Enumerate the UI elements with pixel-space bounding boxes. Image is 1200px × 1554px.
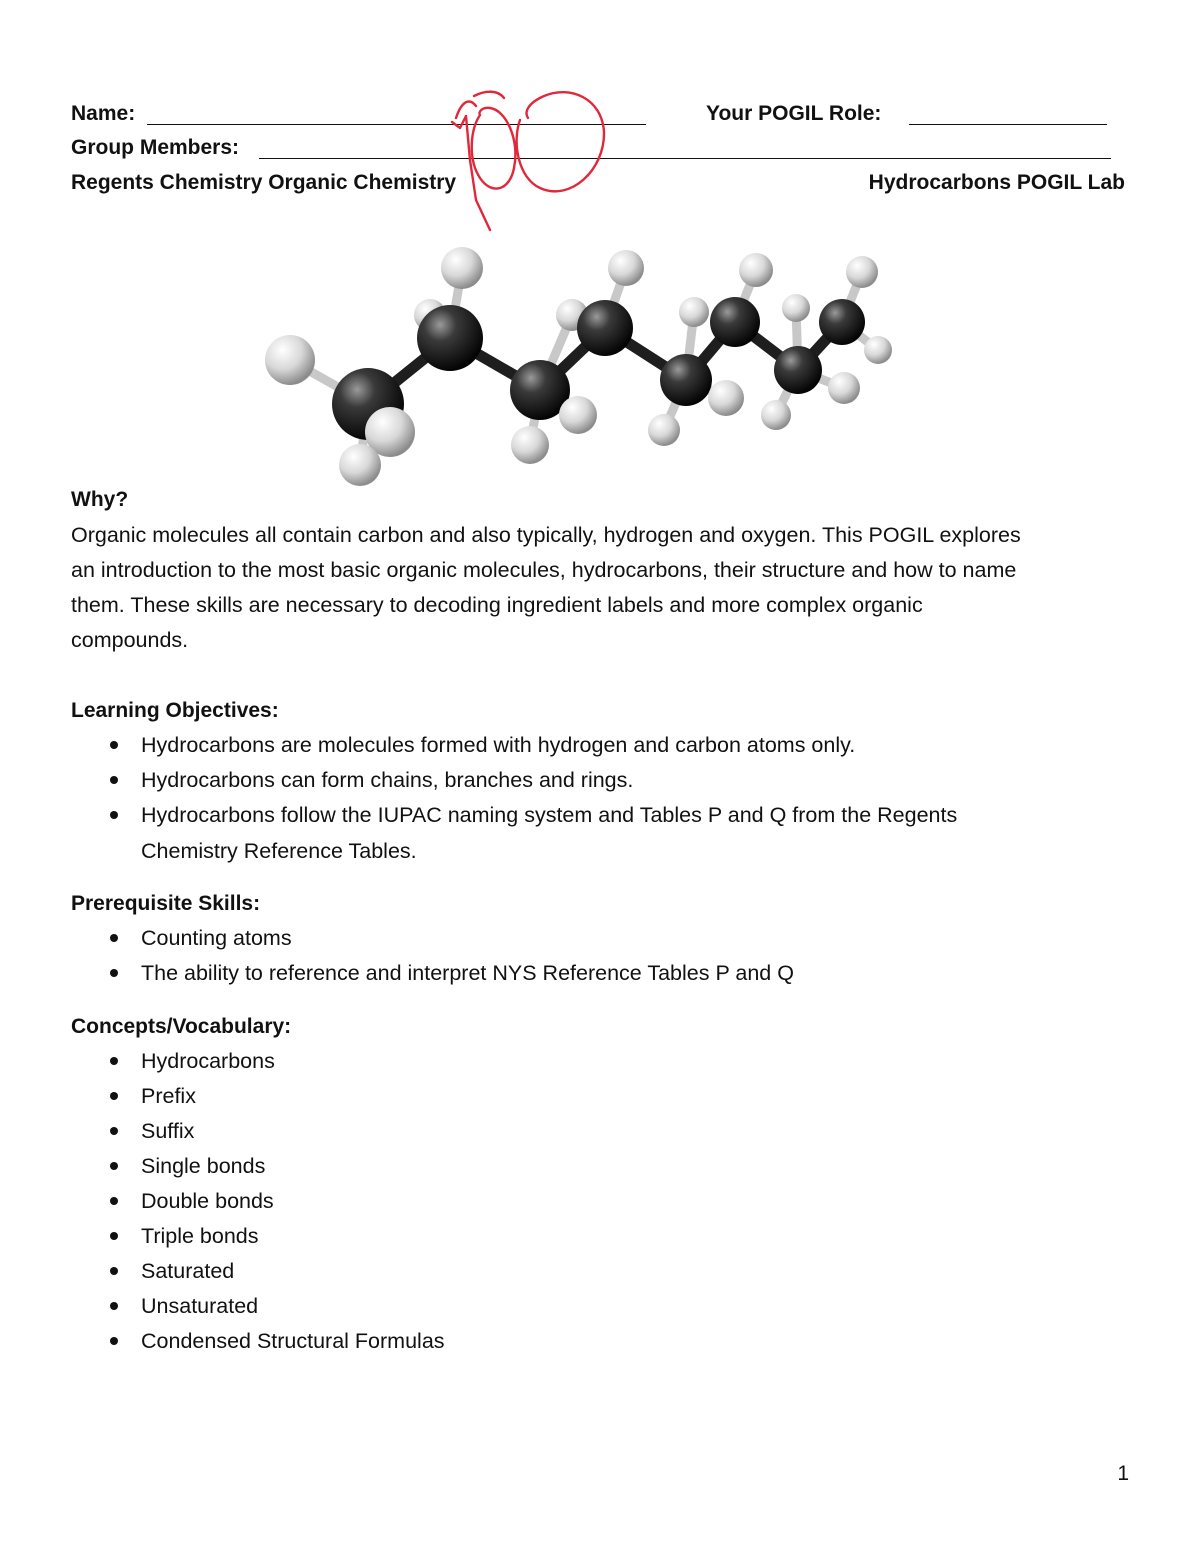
grade-mark-text: 100 xyxy=(440,57,467,74)
list-item: Saturated xyxy=(71,1254,1071,1289)
list-item: Hydrocarbons follow the IUPAC naming system and Tables P and Q from the Regents xyxy=(71,798,1071,833)
list-item: Triple bonds xyxy=(71,1219,1071,1254)
list-item: Hydrocarbons are molecules formed with hydrogen and carbon atoms only. xyxy=(71,728,1071,763)
why-line: compounds. xyxy=(71,628,189,652)
course-title: Regents Chemistry Organic Chemistry xyxy=(71,171,457,194)
list-item: Prefix xyxy=(71,1079,1071,1114)
page-number: 1 xyxy=(1117,1462,1129,1485)
role-field[interactable] xyxy=(909,124,1107,125)
prerequisite-skills-heading: Prerequisite Skills: xyxy=(71,892,261,915)
list-item: Unsaturated xyxy=(71,1289,1071,1324)
learning-objectives-heading: Learning Objectives: xyxy=(71,699,279,722)
why-line: Organic molecules all contain carbon and also typically, hydrogen and oxygen. This POGIL explores xyxy=(71,523,1021,547)
list-item: Suffix xyxy=(71,1114,1071,1149)
prerequisite-skills-list xyxy=(71,921,1071,991)
lab-title: Hydrocarbons POGIL Lab xyxy=(868,171,1125,194)
why-line: them. These skills are necessary to decoding ingredient labels and more complex organic xyxy=(71,593,923,617)
group-members-field[interactable] xyxy=(259,158,1111,159)
why-heading: Why? xyxy=(71,488,129,511)
why-line: an introduction to the most basic organic molecules, hydrocarbons, their structure and how to name xyxy=(71,558,1017,582)
concepts-vocabulary-list xyxy=(71,1044,1071,1359)
role-label: Your POGIL Role: xyxy=(706,102,882,125)
list-item: Hydrocarbons can form chains, branches and rings. xyxy=(71,763,1071,798)
group-members-label: Group Members: xyxy=(71,136,240,159)
list-item: The ability to reference and interpret NYS Reference Tables P and Q xyxy=(71,956,1071,991)
list-item: Hydrocarbons xyxy=(71,1044,1071,1079)
grade-mark-icon xyxy=(440,57,620,240)
learning-objectives-list xyxy=(71,728,1071,833)
name-label: Name: xyxy=(71,102,136,125)
list-item: Double bonds xyxy=(71,1184,1071,1219)
octane-molecule-illustration xyxy=(250,240,910,490)
list-item: Condensed Structural Formulas xyxy=(71,1324,1071,1359)
list-item: Counting atoms xyxy=(71,921,1071,956)
list-item: Single bonds xyxy=(71,1149,1071,1184)
list-item-continuation: Chemistry Reference Tables. xyxy=(141,839,417,863)
why-paragraph xyxy=(71,518,1131,658)
concepts-vocabulary-heading: Concepts/Vocabulary: xyxy=(71,1015,292,1038)
